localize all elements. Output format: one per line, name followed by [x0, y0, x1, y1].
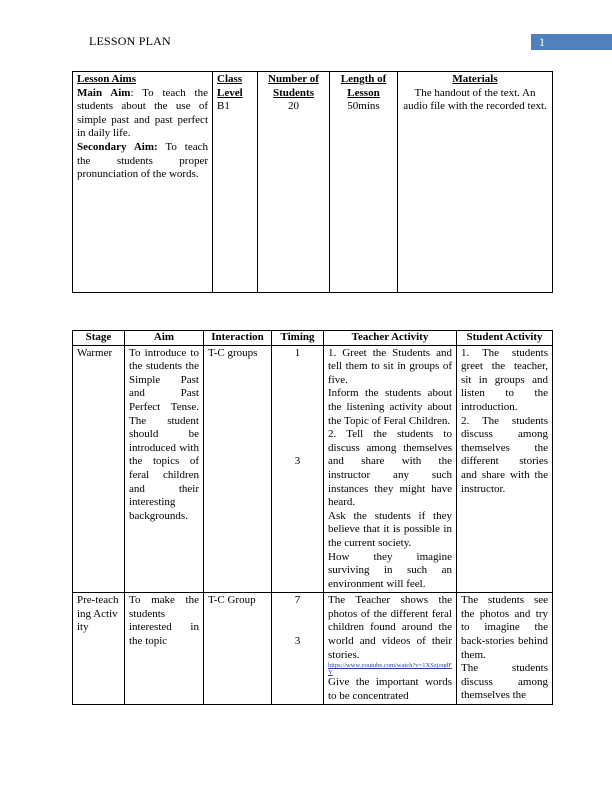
teacher-step: 1. Greet the Students and tell them to sit in groups of five.: [328, 346, 452, 386]
aim-cell: To make the students interested in the topic: [125, 593, 204, 705]
plan-header-row: [73, 331, 553, 346]
timing-value: 7: [294, 594, 301, 607]
lesson-plan-table: [72, 330, 553, 705]
stage-header: Stage: [73, 331, 125, 346]
teacher-activity-cell: [324, 593, 457, 705]
teacher-step: 2. Tell the students to discuss among themselves and share with the instructor any such instances they might have heard.: [328, 428, 452, 509]
stage-cell: Warmer: [73, 345, 125, 593]
interaction-header: Interaction: [204, 331, 272, 346]
student-activity-cell: [457, 593, 553, 705]
lesson-aims-table: [72, 71, 553, 293]
secondary-aim-label: Secondary Aim:: [77, 140, 158, 153]
class-level-value: B1: [217, 100, 230, 113]
teacher-activity-cell: [324, 345, 457, 593]
teacher-step: The Teacher shows the photos of the different feral children found around the world and videos of their stories.: [328, 594, 452, 661]
stage-cell: Pre-teaching Activity: [73, 593, 125, 705]
secondary-aim-body: To teach the students proper pronunciation of the words.: [77, 140, 208, 181]
num-students-value: 20: [288, 100, 299, 113]
teacher-activity-header: Teacher Activity: [324, 331, 457, 346]
lesson-aims-heading: Lesson Aims: [77, 73, 136, 85]
num-students-heading: Number of Students: [268, 73, 319, 99]
student-step: The students see the photos and try to imagine the back-stories behind them.: [461, 594, 548, 661]
length-value: 50mins: [347, 100, 380, 113]
interaction-cell: T-C groups: [204, 345, 272, 593]
class-level-cell: [213, 72, 258, 293]
student-activity-header: Student Activity: [457, 331, 553, 346]
class-level-heading: Class Level: [217, 73, 243, 99]
interaction-cell: T-C Group: [204, 593, 272, 705]
lesson-aims-cell: [73, 72, 213, 293]
student-step: The students discuss among themselves the: [461, 662, 548, 702]
materials-value: The handout of the text. An audio file with the recorded text.: [403, 86, 547, 113]
main-aim-text: [77, 87, 208, 141]
student-step: 1. The students greet the teacher, sit in groups and listen to the introduction.: [461, 346, 548, 413]
table-row: [73, 345, 553, 593]
timing-value: 3: [294, 455, 301, 468]
teacher-step: Give the important words to be concentrated: [328, 676, 452, 702]
length-heading: Length of Lesson: [340, 73, 387, 99]
main-aim-body: : To teach the students about the use of simple past and past perfect in daily life.: [77, 86, 208, 140]
timing-header: Timing: [272, 331, 324, 346]
teacher-step: How they imagine surviving in such an environment will feel.: [328, 550, 452, 590]
materials-cell: [398, 72, 553, 293]
timing-cell: [272, 345, 324, 593]
timing-cell: [272, 593, 324, 705]
document-header-title: LESSON PLAN: [89, 34, 171, 48]
length-cell: [330, 72, 398, 293]
student-activity-cell: [457, 345, 553, 593]
student-step: 2. The students discuss among themselves the different stories and share with the instructor.: [461, 414, 548, 495]
teacher-step: Inform the students about the listening activity about the Topic of Feral Children.: [328, 387, 452, 427]
num-students-cell: [258, 72, 330, 293]
teacher-step: Ask the students if they believe that it is possible in the current society.: [328, 509, 452, 549]
page-number-badge: 1: [531, 34, 612, 50]
main-aim-label: Main Aim: [77, 86, 131, 99]
secondary-aim-text: [77, 141, 208, 182]
aim-cell: To introduce to the students the Simple Past and Past Perfect Tense. The student should be introduced with the topics of feral children and their interesting backgrounds.: [125, 345, 204, 593]
materials-heading: Materials: [452, 73, 498, 85]
timing-value: 3: [294, 634, 301, 647]
aim-header: Aim: [125, 331, 204, 346]
video-link[interactable]: https://www.youtube.com/watch?v=1XSzjoqdFY: [328, 662, 452, 677]
timing-value: 1: [294, 346, 301, 359]
table-row: [73, 593, 553, 705]
